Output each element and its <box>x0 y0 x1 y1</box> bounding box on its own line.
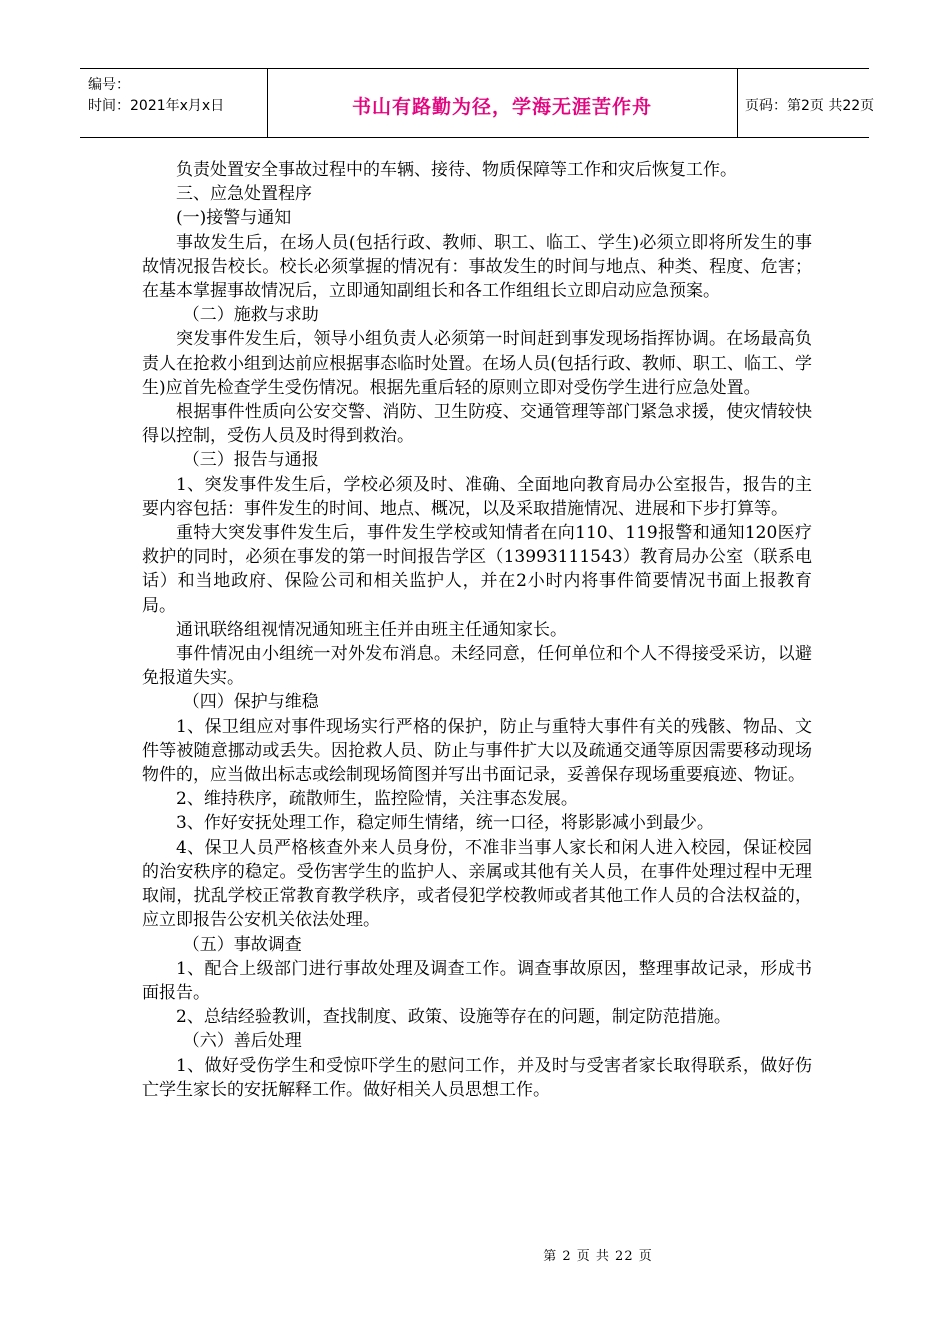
document-date-label: 时间：2021年x月x日 <box>88 98 225 114</box>
document-number-label: 编号： <box>88 77 130 93</box>
body-paragraph: 1、突发事件发生后，学校必须及时、准确、全面地向教育局办公室报告，报告的主要内容包括：事件发生的时间、地点、概况，以及采取措施情况、进展和下步打算等。 <box>142 474 812 519</box>
body-paragraph: 事件情况由小组统一对外发布消息。未经同意，任何单位和个人不得接受采访，以避免报道失实。 <box>142 644 812 689</box>
section-heading: 三、应急处置程序 <box>176 184 312 205</box>
header-meta-cell <box>80 69 268 137</box>
body-paragraph: 1、做好受伤学生和受惊吓学生的慰问工作，并及时与受害者家长取得联系，做好伤亡学生家长的安抚解释工作。做好相关人员思想工作。 <box>142 1055 812 1100</box>
section-heading: （六）善后处理 <box>182 1031 302 1052</box>
header-page-info: 页码：第2页 共22页 <box>745 98 875 114</box>
body-paragraph: 根据事件性质向公安交警、消防、卫生防疫、交通管理等部门紧急求援，使灾情较快得以控制，受伤人员及时得到救治。 <box>142 402 812 447</box>
footer-page-number: 第 2 页 共 22 页 <box>543 1249 653 1264</box>
section-heading: （二）施救与求助 <box>182 305 319 326</box>
body-paragraph: 事故发生后，在场人员(包括行政、教师、职工、临工、学生)必须立即将所发生的事故情况报告校长。校长必须掌握的情况有：事故发生的时间与地点、种类、程度、危害；在基本掌握事故情况后，立即通知副组长和各工作组组长立即启动应急预案。 <box>142 232 812 302</box>
body-paragraph: 重特大突发事件发生后，事件发生学校或知情者在向110、119报警和通知120医疗救护的同时，必须在事发的第一时间报告学区（13993111543）教育局办公室（联系电话）和当地政府、保险公司和相关监护人，并在2小时内将事件简要情况书面上报教育局。 <box>142 523 812 616</box>
header-motto-cell <box>267 69 738 137</box>
header-motto: 书山有路勤为径，学海无涯苦作舟 <box>351 96 652 118</box>
body-paragraph: 2、维持秩序，疏散师生，监控险情，关注事态发展。 <box>176 789 578 810</box>
page-footer <box>0 1245 950 1264</box>
section-heading: (一)接警与通知 <box>176 208 292 229</box>
body-paragraph: 1、保卫组应对事件现场实行严格的保护，防止与重特大事件有关的残骸、物品、文件等被随意挪动或丢失。因抢救人员、防止与事件扩大以及疏通交通等原因需要移动现场物件的，应当做出标志或绘制现场简图并写出书面记录，妥善保存现场重要痕迹、物证。 <box>142 716 812 786</box>
page-header <box>80 68 875 138</box>
document-body <box>142 158 812 1102</box>
body-paragraph: 突发事件发生后，领导小组负责人必须第一时间赶到事发现场指挥协调。在场最高负责人在抢救小组到达前应根据事态临时处置。在场人员(包括行政、教师、职工、临工、学生)应首先检查学生受伤情况。根据先重后轻的原则立即对受伤学生进行应急处置。 <box>142 329 812 398</box>
section-heading: （五）事故调查 <box>182 934 302 955</box>
section-heading: （三）报告与通报 <box>182 450 319 471</box>
section-heading: （四）保护与维稳 <box>182 692 319 713</box>
body-paragraph: 负责处置安全事故过程中的车辆、接待、物质保障等工作和灾后恢复工作。 <box>176 160 737 180</box>
body-paragraph: 1、配合上级部门进行事故处理及调查工作。调查事故原因，整理事故记录，形成书面报告。 <box>142 958 812 1003</box>
body-paragraph: 2、总结经验教训，查找制度、政策、设施等存在的问题，制定防范措施。 <box>176 1007 731 1028</box>
body-paragraph: 通讯联络组视情况通知班主任并由班主任通知家长。 <box>176 619 567 640</box>
header-page-cell <box>737 69 875 137</box>
body-paragraph: 3、作好安抚处理工作，稳定师生情绪，统一口径，将影影减小到最少。 <box>176 813 714 834</box>
body-paragraph: 4、保卫人员严格核查外来人员身份，不准非当事人家长和闲人进入校园，保证校园的治安秩序的稳定。受伤害学生的监护人、亲属或其他有关人员，在事件处理过程中无理取闹，扰乱学校正常教育教学秩序，或者侵犯学校教师或者其他工作人员的合法权益的，应立即报告公安机关依法处理。 <box>142 837 812 931</box>
